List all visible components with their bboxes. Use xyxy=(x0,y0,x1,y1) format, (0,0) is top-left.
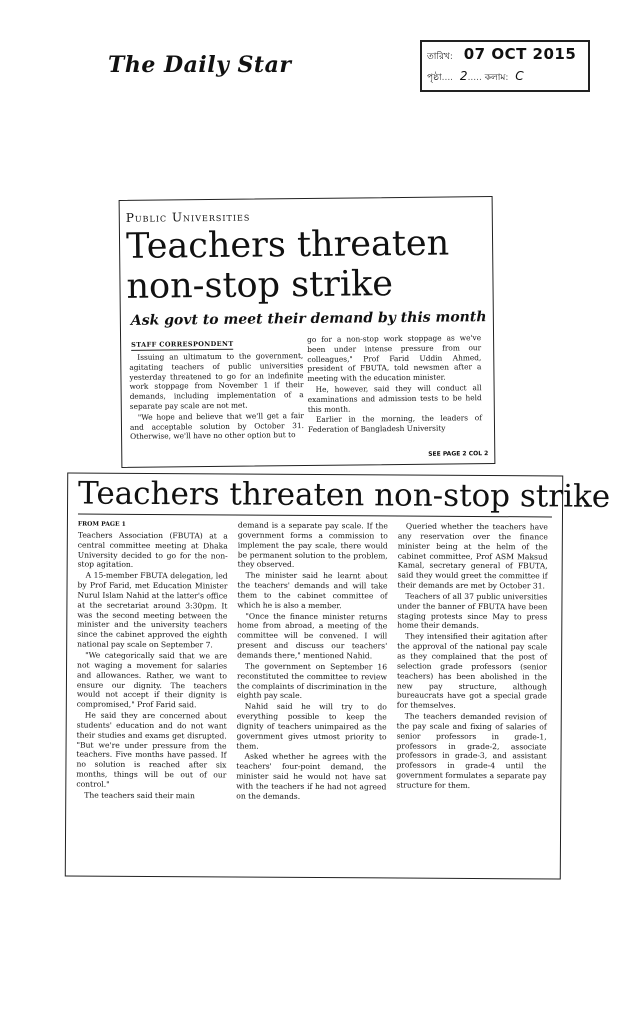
newspaper-masthead: The Daily Star xyxy=(108,52,292,78)
front-page-clipping xyxy=(119,196,496,468)
jump-paragraph: "Once the finance minister returns home from abroad, a meeting of the committee will be convened. I will present and discuss our teachers' demands there," mentioned Nahid. xyxy=(237,611,388,661)
jump-paragraph: Queried whether the teachers have any reservation over the finance minister being at the helm of the cabinet committee, Prof ASM Maksud Kamal, secretary general of FBUTA, said they would greet the committee if their demands are met by October 31. xyxy=(397,521,548,591)
stamp-column-value: C xyxy=(515,69,524,83)
jump-headline: Teachers threaten non-stop strike xyxy=(78,475,611,515)
front-headline-line2: non-stop strike xyxy=(126,264,394,307)
date-stamp xyxy=(420,40,590,92)
stamp-date-label: তারিখ xyxy=(427,52,450,62)
jump-paragraph: He said they are concerned about students' education and do not want their studies and exams get disrupted. "But we're under pressure from the teachers. Five months have passed. If no solution is reached after six months, things will be out of our control." xyxy=(76,710,227,789)
jump-paragraph: "We categorically said that we are not waging a movement for salaries and allowances. Rather, we want to ensure our dignity. The teachers would not accept if their dignity is compromised," Prof Farid said. xyxy=(76,650,228,710)
jump-paragraph: demand is a separate pay scale. If the government forms a commission to implement the pay scale, there would be permanent solution to the problem, they observed. xyxy=(237,520,388,570)
jump-page-clipping xyxy=(65,472,611,879)
stamp-page-value: 2 xyxy=(459,69,468,83)
jump-paragraph: They intensified their agitation after the approval of the national pay scale as they complained that the post of selection grade professors (senior teachers) has been abolished in the new pay structure, although bureaucrats have got a special grade for themselves. xyxy=(396,631,548,711)
headline-rule xyxy=(78,514,552,518)
jump-paragraph: Nahid said he will try to do everything possible to keep the dignity of teachers unimpaired as the government gives utmost priority to them. xyxy=(236,701,387,751)
jump-paragraph: The minister said he learnt about the teachers' demands and will take them to the cabinet committee of which he is also a member. xyxy=(237,570,388,610)
front-paragraph: go for a non-stop work stoppage as we've been under intense pressure from our colleagues," Prof Farid Uddin Ahmed, president of FBUTA, told newsmen after a meeting with the education minister. xyxy=(307,333,482,384)
stamp-date-row: তারিখ: 07 OCT 2015 xyxy=(427,45,577,63)
from-page-label: FROM PAGE 1 xyxy=(77,520,126,528)
front-paragraph: Earlier in the morning, the leaders of Federation of Bangladesh University xyxy=(307,413,482,435)
front-paragraph: Issuing an ultimatum to the government, agitating teachers of public universities yesterday threatened to go for an indefinite work stoppage from November 1 if their demands, including implementation of a separate pay scale are not met. xyxy=(129,351,304,411)
jump-paragraph: Asked whether he agrees with the teachers' four-point demand, the minister said he would not have sat with the teachers if he had not agreed on the demands. xyxy=(236,751,387,801)
jump-reference: SEE PAGE 2 COL 2 xyxy=(428,450,489,458)
front-deck: Ask govt to meet their demand by this month xyxy=(130,309,487,329)
front-column-1 xyxy=(129,351,304,443)
jump-paragraph: The government on September 16 reconstituted the committee to review the complaints of discrimination in the eighth pay scale. xyxy=(236,661,388,701)
jump-column-2 xyxy=(236,521,388,804)
stamp-column-label: কলাম xyxy=(484,73,506,83)
jump-paragraph: Teachers of all 37 public universities under the banner of FBUTA have been staging protests since May to press home their demands. xyxy=(397,591,548,631)
front-headline xyxy=(126,224,450,307)
stamp-page-row: পৃষ্ঠা.... 2..... কলাম: C xyxy=(427,69,524,83)
front-column-2 xyxy=(307,333,482,436)
front-headline-line1: Teachers threaten xyxy=(125,223,450,267)
stamp-date-value: 07 OCT 2015 xyxy=(463,45,577,63)
jump-paragraph: The teachers said their main xyxy=(84,790,195,801)
jump-paragraph: A 15-member FBUTA delegation, led by Prof Farid, met Education Minister Nurul Islam Nahid at the latter's office at the secretariat around 3:30pm. It was the second meeting between the minister and the university teachers since the cabinet approved the eighth national pay scale on September 7. xyxy=(77,570,228,650)
stamp-page-label: পৃষ্ঠা xyxy=(427,73,442,83)
jump-column-3 xyxy=(396,522,548,793)
section-kicker: Public Universities xyxy=(125,209,251,225)
jump-column-1 xyxy=(76,520,228,803)
front-paragraph: "We hope and believe that we'll get a fair and acceptable solution by October 31. Otherwise, we'll have no other option but to xyxy=(129,410,305,442)
jump-paragraph: Teachers Association (FBUTA) at a central committee meeting at Dhaka University decided to go for the non-stop agitation. xyxy=(77,530,228,570)
byline: STAFF CORRESPONDENT xyxy=(131,339,234,349)
jump-paragraph: The teachers demanded revision of the pay scale and fixing of salaries of senior professors in grade-1, professors in grade-2, associate professors in grade-3, and assistant professors in grade-4 until the government formulates a separate pay structure for them. xyxy=(396,711,547,790)
front-paragraph: He, however, said they will conduct all examinations and admission tests to be held this month. xyxy=(307,383,482,414)
